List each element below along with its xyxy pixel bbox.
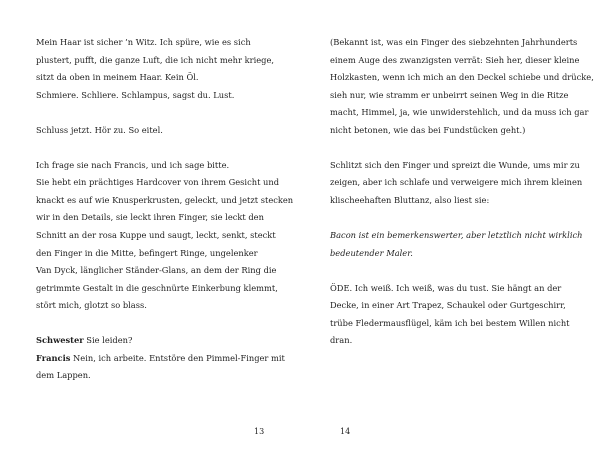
speaker-name: Schwester	[36, 335, 84, 346]
left-paragraph-1	[36, 34, 288, 104]
left-dialogue	[36, 332, 288, 385]
left-paragraph-3	[36, 157, 294, 315]
text-line: sitzt da oben in meinem Haar. Kein Öl.	[36, 72, 199, 83]
paragraph-gap	[36, 139, 288, 157]
text-line: Holzkasten, wenn ich mich an den Deckel schiebe und drücke,	[330, 72, 594, 83]
dialogue-text: Sie leiden?	[83, 335, 133, 346]
text-line: trübe Fledermausflügel, käm ich bei bestem Willen nicht	[330, 317, 570, 328]
text-line: macht, Himmel, ja, wie unwiderstehlich, und da muss ich gar	[330, 107, 589, 118]
paragraph-gap	[36, 315, 288, 333]
right-paragraph-4	[330, 280, 576, 350]
text-line: wir in den Details, sie leckt ihren Finger, sie leckt den	[36, 212, 264, 223]
text-line: Schmiere. Schliere. Schlampus, sagst du. Lust.	[36, 89, 235, 100]
paragraph-gap	[330, 262, 576, 280]
text-line: zeigen, aber ich schlafe und verweigere mich ihrem kleinen	[330, 177, 583, 188]
paragraph-gap	[36, 104, 288, 122]
paragraph-gap	[330, 139, 576, 157]
text-line: Mein Haar ist sicher ’n Witz. Ich spüre, wie es sich	[36, 37, 251, 47]
text-line: klischeehaften Bluttanz, also liest sie:	[330, 194, 490, 205]
page-number-right: 14	[340, 427, 351, 436]
text-line: dran.	[330, 335, 353, 346]
right-page	[330, 34, 594, 350]
dialogue-text: Nein, ich arbeite. Entstöre den Pimmel-Finger mit	[70, 352, 285, 363]
text-line: Schlitzt sich den Finger und spreizt die Wunde, ums mir zu	[330, 159, 580, 170]
text-line: den Finger in die Mitte, befingert Ringe, ungelenker	[36, 247, 258, 258]
text-line: Sie hebt ein prächtiges Hardcover von ihrem Gesicht und	[36, 177, 280, 188]
text-line: knackt es auf wie Knusperkrusten, geleckt, und jetzt stecken	[36, 194, 294, 205]
text-line: sieh nur, wie stramm er unbeirrt seinen Weg in die Ritze	[330, 89, 569, 100]
left-paragraph-2	[36, 122, 288, 140]
left-page	[36, 34, 294, 385]
speaker-name: Francis	[36, 352, 71, 363]
dialogue-line	[36, 332, 288, 350]
text-line: getrimmte Gestalt in die geschnürte Einkerbung klemmt,	[36, 282, 278, 293]
text-line: Van Dyck, länglicher Ständer-Glans, an dem der Ring die	[36, 265, 277, 276]
text-line: Schluss jetzt. Hör zu. So eitel.	[36, 124, 163, 135]
text-line: nicht betonen, wie das bei Fundstücken geht.)	[330, 124, 526, 135]
text-line: Ich frage sie nach Francis, und ich sage bitte.	[36, 159, 230, 170]
quote-line: bedeutender Maler.	[330, 247, 413, 258]
text-line: plustert, pufft, die ganze Luft, die ich nicht mehr kriege,	[36, 54, 275, 65]
right-paragraph-2	[330, 157, 583, 210]
text-line: ÖDE. Ich weiß. Ich weiß, was du tust. Sie hängt an der	[330, 282, 562, 293]
text-line: einem Auge des zwanzigsten verrät: Sieh her, dieser kleine	[330, 54, 580, 65]
paragraph-gap	[330, 209, 576, 227]
right-paragraph-1	[330, 34, 594, 139]
page-number-left: 13	[254, 427, 265, 436]
text-line: dem Lappen.	[36, 370, 91, 381]
text-line: (Bekannt ist, was ein Finger des siebzehnten Jahrhunderts	[330, 37, 578, 47]
quote-line: Bacon ist ein bemerkenswerter, aber letztlich nicht wirklich	[330, 230, 583, 241]
dialogue-line	[36, 350, 288, 368]
right-quote	[330, 227, 583, 262]
text-line: Decke, in einer Art Trapez, Schaukel oder Gurtgeschirr,	[330, 300, 566, 311]
text-line: Schnitt an der rosa Kuppe und saugt, leckt, senkt, steckt	[36, 230, 276, 241]
text-line: stört mich, glotzt so blass.	[36, 300, 147, 311]
